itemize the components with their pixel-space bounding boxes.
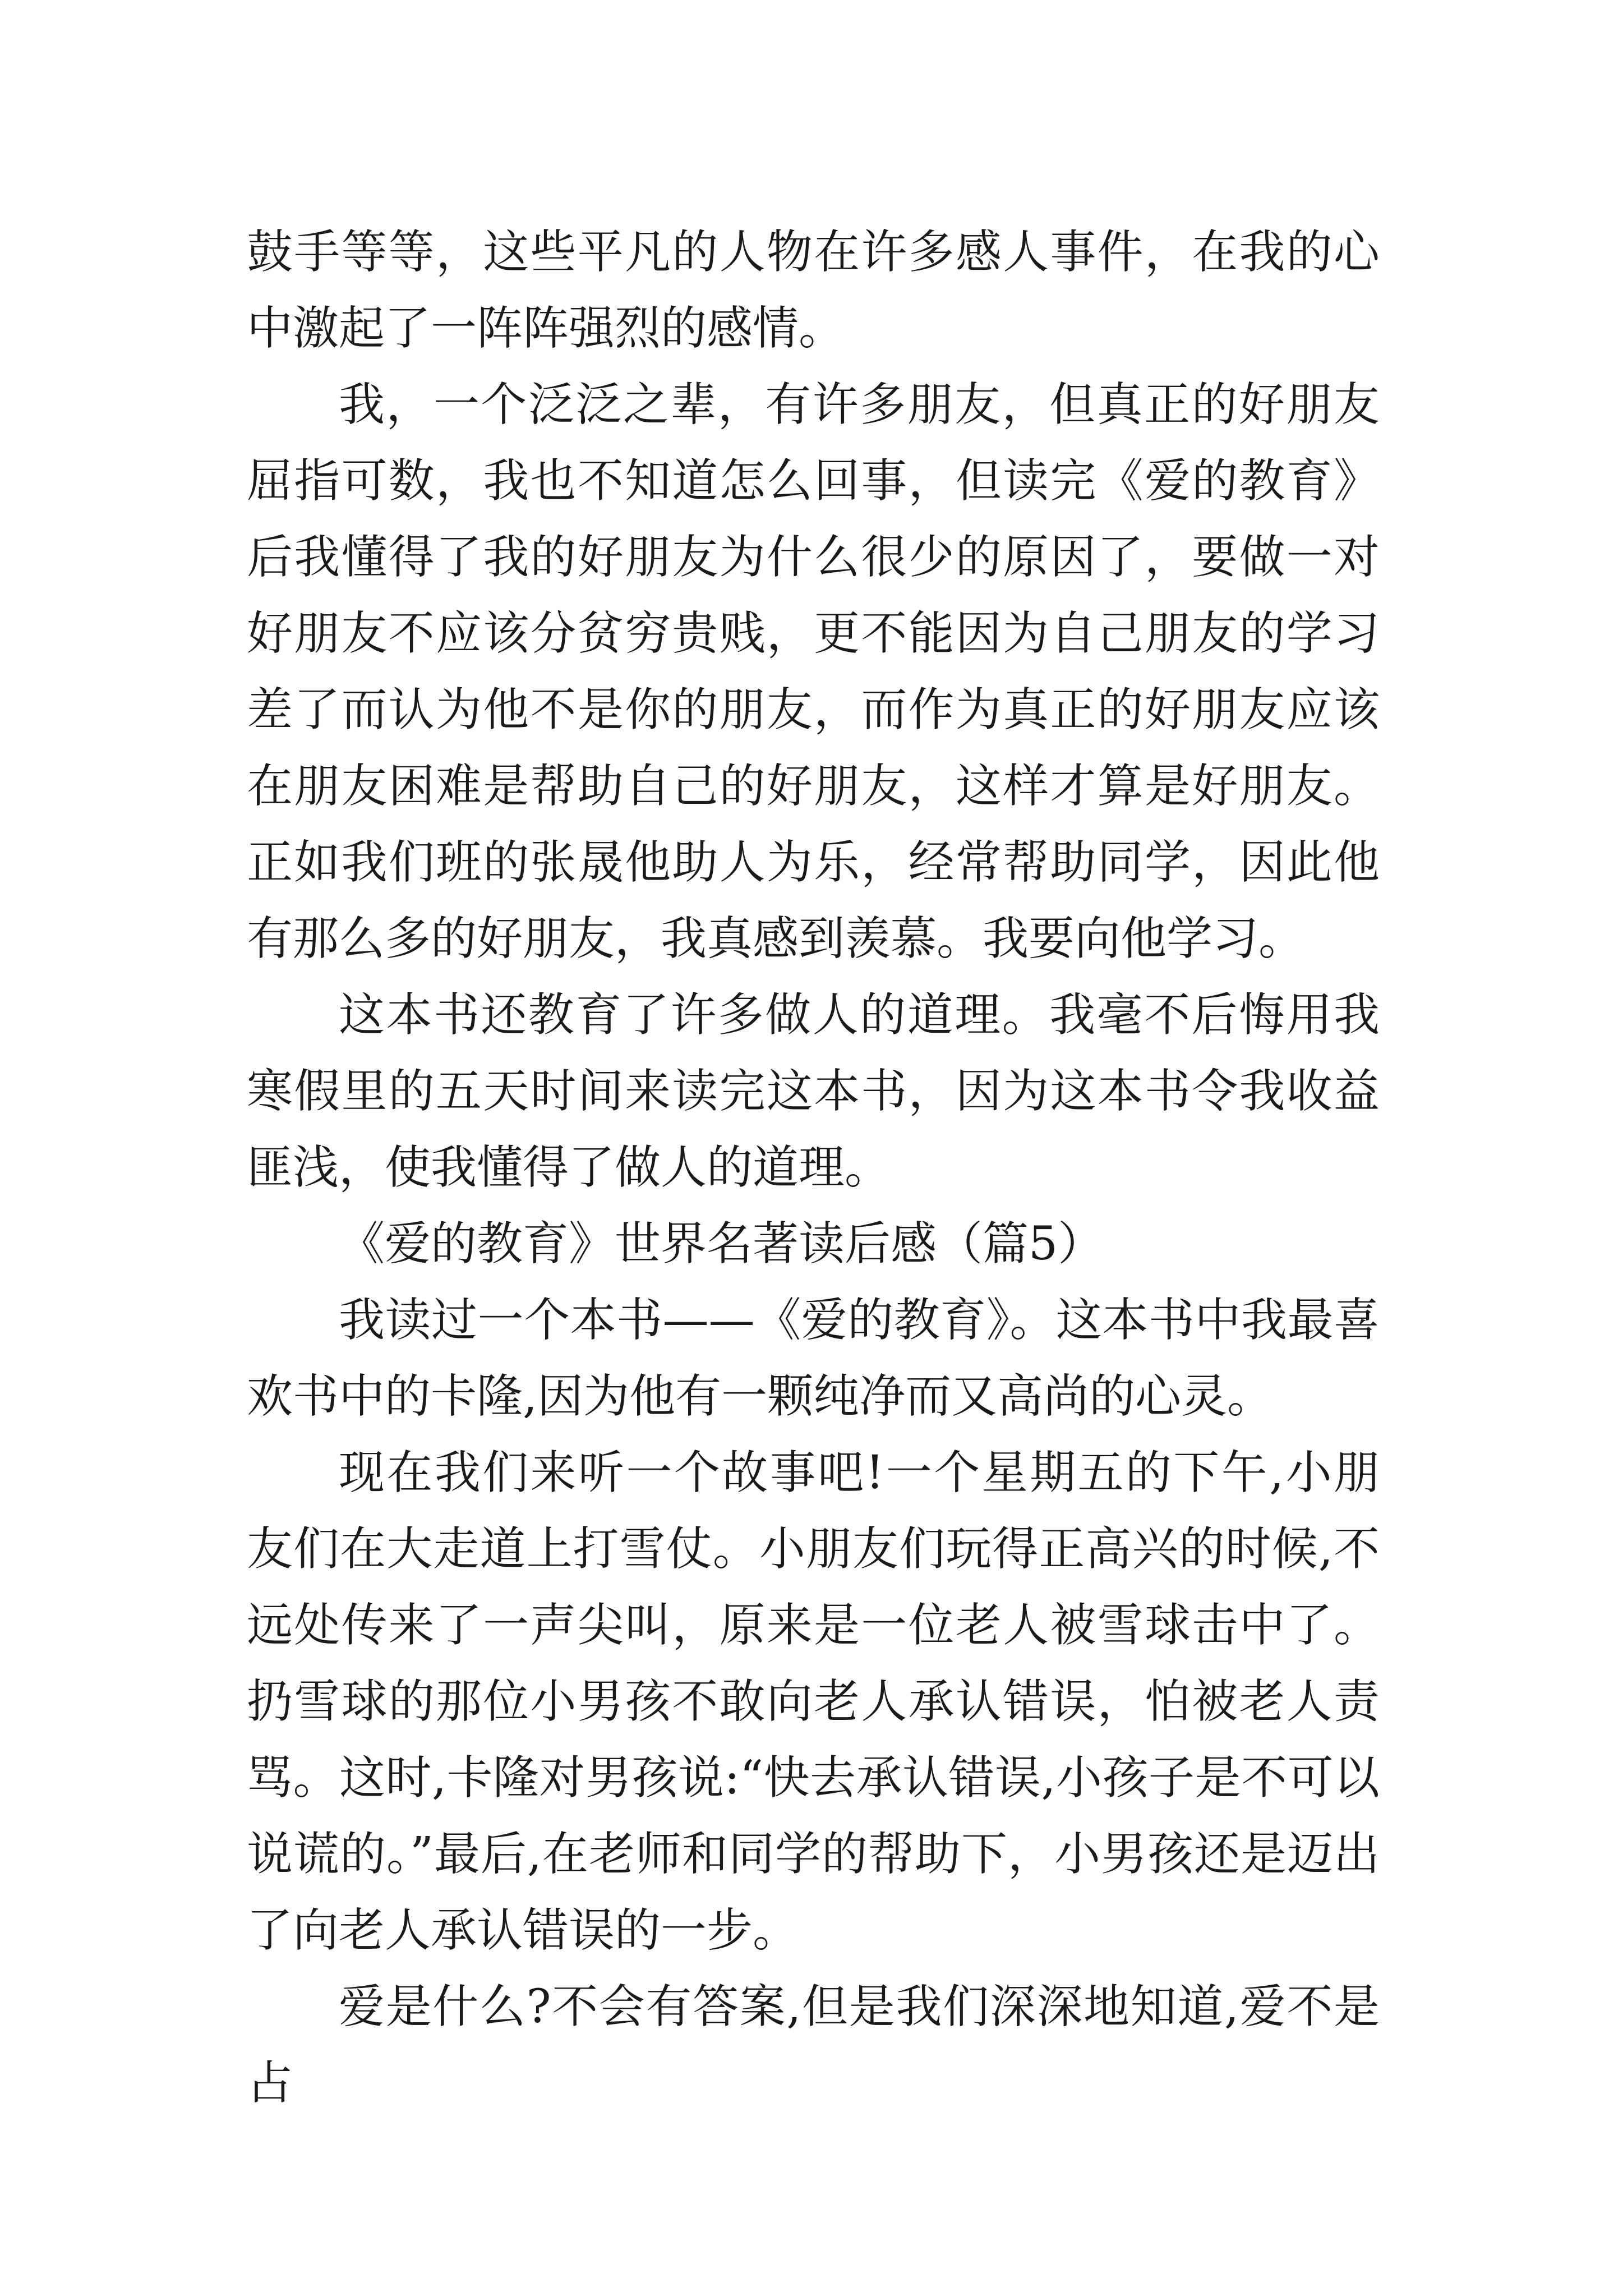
paragraph-1: 鼓手等等，这些平凡的人物在许多感人事件，在我的心中激起了一阵阵强烈的感情。 [247,226,1380,355]
paragraph-2: 我，一个泛泛之辈，有许多朋友，但真正的好朋友屈指可数，我也不知道怎么回事，但读完《爱的教育》后我懂得了我的好朋友为什么很少的原因了，要做一对好朋友不应该分贫穷贵贱，更不能因为自己朋友的学习差了而认为他不是你的朋友，而作为真正的好朋友应该在朋友困难是帮助自己的好朋友，这样才算是好朋友。正如我们班的张晟他助人为乐，经常帮助同学，因此他有那么多的好朋友，我真感到羡慕。我要向他学习。 [247,378,1380,965]
paragraph-6: 爱是什么?不会有答案,但是我们深深地知道,爱不是占 [247,1980,1380,2110]
section-heading: 《爱的教育》世界名著读后感（篇5） [339,1217,1104,1271]
paragraph-3: 这本书还教育了许多做人的道理。我毫不后悔用我寒假里的五天时间来读完这本书，因为这本书令我收益匪浅，使我懂得了做人的道理。 [247,988,1380,1194]
paragraph-5: 现在我们来听一个故事吧!一个星期五的下午,小朋友们在大走道上打雪仗。小朋友们玩得正高兴的时候,不远处传来了一声尖叫，原来是一位老人被雪球击中了。扔雪球的那位小男孩不敢向老人承认错误，怕被老人责骂。这时,卡隆对男孩说:“快去承认错误,小孩子是不可以说谎的。”最后,在老师和同学的帮助下，小男孩还是迈出了向老人承认错误的一步。 [247,1446,1380,1957]
paragraph-4: 我读过一个本书——《爱的教育》。这本书中我最喜欢书中的卡隆,因为他有一颗纯净而又高尚的心灵。 [247,1294,1380,1423]
body-text [247,214,1380,2122]
